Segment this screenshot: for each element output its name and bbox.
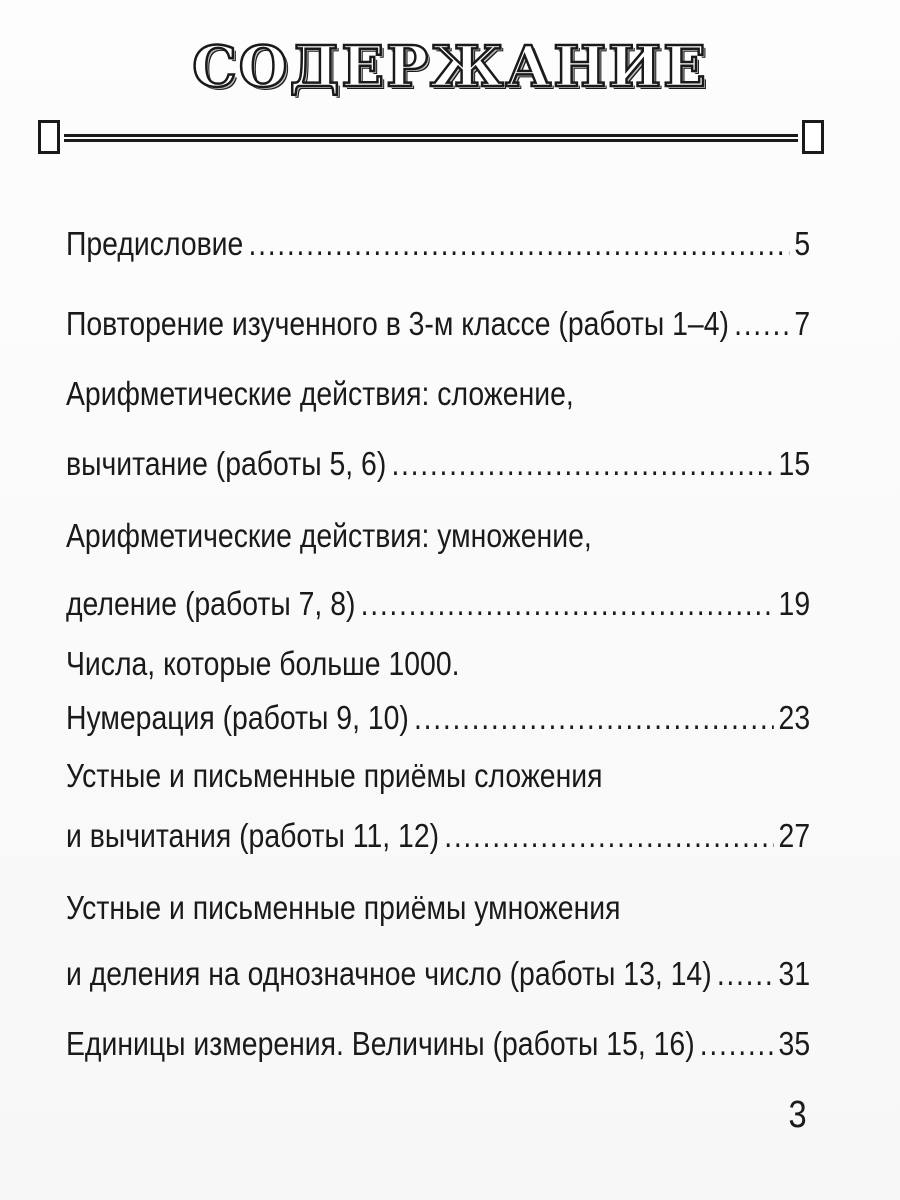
toc-entry-title: и вычитания (работы 11, 12) <box>66 817 440 854</box>
toc-entry-title: Устные и письменные приёмы умножения <box>66 889 621 926</box>
toc-entry[interactable] <box>66 696 810 740</box>
toc-entry[interactable] <box>66 952 810 996</box>
page-number: 3 <box>788 1094 807 1136</box>
toc-leader-dots <box>444 814 773 858</box>
rule-right-cap <box>802 120 824 154</box>
toc-entry[interactable] <box>66 222 810 266</box>
toc-leader-dots <box>734 302 789 346</box>
toc-entry[interactable] <box>66 302 810 346</box>
toc-entry-title: Предисловие <box>66 225 244 262</box>
toc-entry-page: 31 <box>778 955 811 992</box>
toc-entry-title: Арифметические действия: сложение, <box>66 375 574 412</box>
toc-entry-title: Повторение изученного в 3-м классе (работы 1–4) <box>66 305 729 342</box>
toc-leader-dots <box>717 952 774 996</box>
toc-entry[interactable] <box>66 1022 810 1066</box>
toc-entry-page: 19 <box>778 585 811 622</box>
toc-entry-continued[interactable] <box>66 754 810 798</box>
toc-entry-title: Числа, которые больше 1000. <box>66 645 460 682</box>
toc-entry-page: 27 <box>778 817 811 854</box>
toc-entry-continued[interactable] <box>66 642 810 686</box>
toc-entry[interactable] <box>66 582 810 626</box>
toc-entry-continued[interactable] <box>66 514 810 558</box>
toc-entry-continued[interactable] <box>66 372 810 416</box>
toc-entry-continued[interactable] <box>66 886 810 930</box>
toc-leader-dots <box>391 442 773 486</box>
toc-entry-title: Арифметические действия: умножение, <box>66 517 592 554</box>
toc-entry[interactable] <box>66 442 810 486</box>
toc-entry-title: и деления на однозначное число (работы 13, 14) <box>66 955 712 992</box>
toc-leader-dots <box>248 222 789 266</box>
toc-entry-title: деление (работы 7, 8) <box>66 585 356 622</box>
title-rule <box>38 116 824 156</box>
rule-left-cap <box>38 120 60 154</box>
toc-leader-dots <box>700 1022 774 1066</box>
toc-entry-page: 15 <box>778 445 811 482</box>
rule-bar <box>64 134 798 142</box>
toc-leader-dots <box>414 696 773 740</box>
toc-entry-title: Нумерация (работы 9, 10) <box>66 699 409 736</box>
toc-entry-page: 35 <box>778 1025 811 1062</box>
toc-entry-title: вычитание (работы 5, 6) <box>66 445 387 482</box>
toc-entry-title: Устные и письменные приёмы сложения <box>66 757 603 794</box>
toc-entry[interactable] <box>66 814 810 858</box>
toc-entry-page: 23 <box>778 699 811 736</box>
toc-entry-page: 7 <box>794 305 811 342</box>
toc-entry-page: 5 <box>794 225 811 262</box>
page-title: СОДЕРЖАНИЕ <box>192 34 708 100</box>
toc-leader-dots <box>361 582 774 626</box>
toc-entry-title: Единицы измерения. Величины (работы 15, 16) <box>66 1025 695 1062</box>
